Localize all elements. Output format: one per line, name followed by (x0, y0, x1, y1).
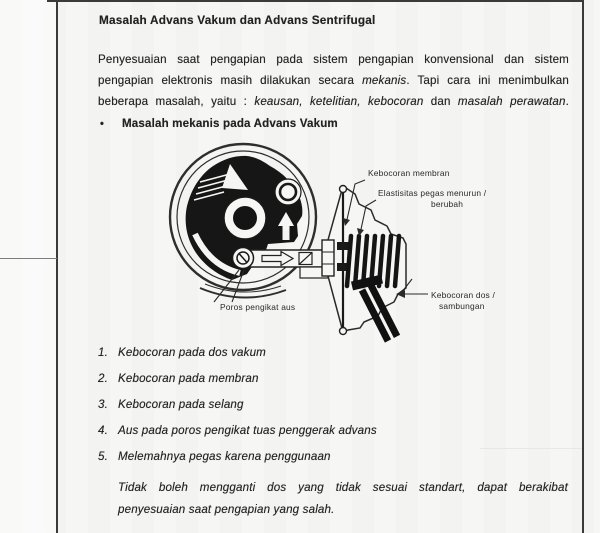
bullet-heading (100, 117, 338, 130)
page-border-top (47, 0, 584, 2)
list-item-text: Aus pada poros pengikat tuas penggerak advans (118, 424, 377, 437)
pivot-shaft (233, 248, 254, 269)
page-title: Masalah Advans Vakum dan Advans Sentrifugal (99, 13, 376, 27)
label-kebocoran-dos-line1: Kebocoran dos / (431, 290, 495, 300)
list-item-number: 1. (98, 346, 108, 359)
bullet-icon: • (100, 118, 105, 130)
label-kebocoran-dos-line2: sambungan (439, 301, 485, 311)
paragraph-line: penyesuaian saat pengapian yang salah. (118, 503, 335, 517)
label-elastisitas-pegas-line2: berubah (431, 199, 464, 209)
page-border-left (56, 0, 58, 533)
paragraph-line: pengapian elektronis masih dilakukan secara mekanis. Tapi cara ini menimbulkan (98, 74, 569, 88)
list-item (98, 423, 570, 438)
list-item (98, 345, 570, 360)
list-item-text: Melemahnya pegas karena penggunaan (118, 450, 331, 463)
label-kebocoran-membran: Kebocoran membran (368, 168, 450, 178)
label-elastisitas-pegas-line1: Elastisitas pegas menurun / (378, 188, 487, 198)
list-item-number: 5. (98, 450, 108, 463)
bullet-heading-text: Masalah mekanis pada Advans Vakum (122, 117, 338, 130)
label-poros-pengikat: Poros pengikat aus (220, 302, 296, 312)
margin-tick-line (0, 258, 57, 259)
list-item (98, 371, 570, 386)
bearing-ring (275, 179, 301, 205)
cam-center-ring (224, 197, 266, 239)
list-item-number: 4. (98, 424, 108, 437)
paragraph-line: Tidak boleh mengganti dos yang tidak sesuai standart, dapat berakibat (118, 481, 568, 494)
list-item (98, 397, 570, 412)
list-item-number: 3. (98, 398, 108, 411)
vacuum-advance-diagram (150, 136, 586, 350)
list-item-text: Kebocoran pada selang (118, 398, 244, 411)
list-item-text: Kebocoran pada dos vakum (118, 346, 266, 359)
closing-paragraph (118, 477, 568, 522)
numbered-list (98, 345, 570, 475)
list-item-text: Kebocoran pada membran (118, 372, 259, 385)
list-item (98, 449, 570, 464)
intro-paragraph (98, 49, 569, 113)
link-rod (245, 250, 328, 278)
paragraph-line: beberapa masalah, yaitu : keausan, ketelitian, kebocoran dan masalah perawatan. (98, 95, 569, 109)
list-item-number: 2. (98, 372, 108, 385)
paragraph-line: Penyesuaian saat pengapian pada sistem pengapian konvensional dan sistem (98, 53, 569, 66)
